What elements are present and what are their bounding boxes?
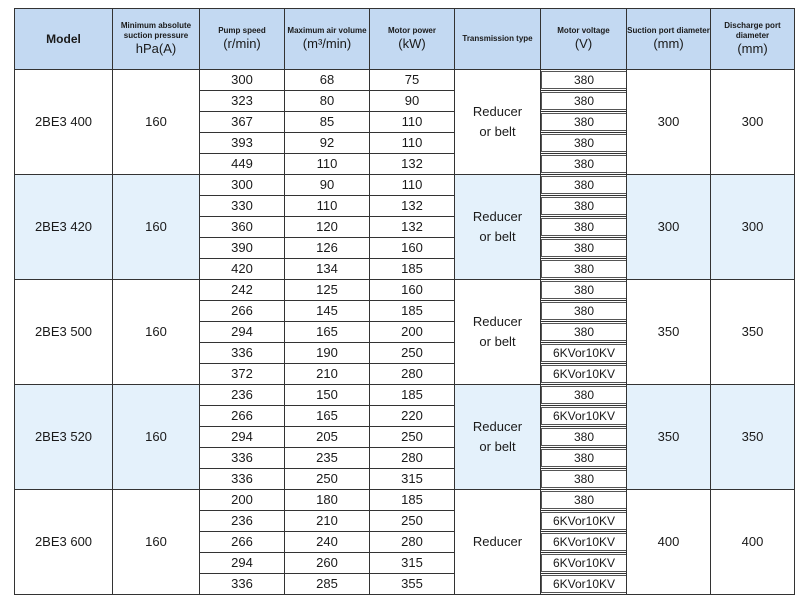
header-row [15, 9, 795, 70]
voltage-value: 6KVor10KV [541, 344, 627, 362]
air-volume-cell: 210 [285, 511, 370, 532]
pressure-cell: 160 [113, 70, 200, 175]
speed-cell: 372 [200, 364, 285, 385]
speed-cell: 336 [200, 448, 285, 469]
air-volume-cell: 134 [285, 259, 370, 280]
voltage-cell [541, 301, 627, 322]
air-volume-cell: 126 [285, 238, 370, 259]
speed-cell: 393 [200, 133, 285, 154]
model-cell: 2BE3 400 [15, 70, 113, 175]
voltage-value: 380 [541, 197, 627, 215]
speed-cell: 266 [200, 406, 285, 427]
table-row [15, 385, 795, 406]
voltage-value: 6KVor10KV [541, 533, 627, 551]
pressure-cell: 160 [113, 175, 200, 280]
transmission-text: Reducer or belt [472, 209, 523, 244]
speed-cell: 294 [200, 553, 285, 574]
voltage-cell [541, 385, 627, 406]
voltage-cell [541, 154, 627, 175]
voltage-value: 380 [541, 428, 627, 446]
air-volume-cell: 235 [285, 448, 370, 469]
voltage-cell [541, 553, 627, 574]
voltage-value: 380 [541, 134, 627, 152]
power-cell: 250 [370, 511, 455, 532]
discharge-diameter-cell: 350 [711, 280, 795, 385]
speed-cell: 360 [200, 217, 285, 238]
suction-diameter-cell: 400 [627, 490, 711, 595]
voltage-value: 380 [541, 491, 627, 509]
voltage-value: 380 [541, 176, 627, 194]
air-volume-cell: 250 [285, 469, 370, 490]
air-volume-cell: 150 [285, 385, 370, 406]
speed-cell: 294 [200, 322, 285, 343]
voltage-value: 6KVor10KV [541, 512, 627, 530]
air-volume-cell: 240 [285, 532, 370, 553]
discharge-diameter-cell: 400 [711, 490, 795, 595]
speed-cell: 367 [200, 112, 285, 133]
speed-cell: 236 [200, 511, 285, 532]
voltage-cell [541, 469, 627, 490]
voltage-cell [541, 238, 627, 259]
power-cell: 132 [370, 196, 455, 217]
voltage-value: 380 [541, 449, 627, 467]
air-volume-cell: 68 [285, 70, 370, 91]
table-row [15, 490, 795, 511]
speed-cell: 330 [200, 196, 285, 217]
pump-spec-table [14, 8, 795, 595]
speed-cell: 266 [200, 301, 285, 322]
header-speed: Pump speed (r/min) [200, 9, 285, 70]
speed-cell: 300 [200, 175, 285, 196]
speed-cell: 420 [200, 259, 285, 280]
table-row [15, 70, 795, 91]
suction-diameter-cell: 350 [627, 280, 711, 385]
air-volume-cell: 145 [285, 301, 370, 322]
pressure-cell: 160 [113, 490, 200, 595]
voltage-cell [541, 574, 627, 595]
speed-cell: 336 [200, 343, 285, 364]
air-volume-cell: 80 [285, 91, 370, 112]
voltage-value: 380 [541, 113, 627, 131]
power-cell: 160 [370, 238, 455, 259]
voltage-value: 380 [541, 302, 627, 320]
table-body [15, 70, 795, 595]
header-transmission: Transmission type [455, 9, 541, 70]
air-volume-cell: 190 [285, 343, 370, 364]
power-cell: 250 [370, 343, 455, 364]
transmission-text: Reducer or belt [472, 314, 523, 349]
air-volume-cell: 260 [285, 553, 370, 574]
voltage-value: 380 [541, 323, 627, 341]
voltage-cell [541, 280, 627, 301]
pressure-cell: 160 [113, 385, 200, 490]
transmission-cell [455, 385, 541, 490]
voltage-cell [541, 70, 627, 91]
header-suction-diameter: Suction port diameter (mm) [627, 9, 711, 70]
air-volume-cell: 210 [285, 364, 370, 385]
power-cell: 185 [370, 385, 455, 406]
air-volume-cell: 110 [285, 196, 370, 217]
suction-diameter-cell: 350 [627, 385, 711, 490]
table-row [15, 280, 795, 301]
model-cell: 2BE3 500 [15, 280, 113, 385]
discharge-diameter-cell: 350 [711, 385, 795, 490]
air-volume-cell: 165 [285, 322, 370, 343]
power-cell: 315 [370, 469, 455, 490]
air-volume-cell: 125 [285, 280, 370, 301]
table-row [15, 175, 795, 196]
voltage-cell [541, 133, 627, 154]
power-cell: 132 [370, 154, 455, 175]
voltage-cell [541, 427, 627, 448]
power-cell: 185 [370, 259, 455, 280]
voltage-value: 380 [541, 218, 627, 236]
voltage-cell [541, 364, 627, 385]
voltage-cell [541, 511, 627, 532]
power-cell: 110 [370, 112, 455, 133]
discharge-diameter-cell: 300 [711, 70, 795, 175]
speed-cell: 336 [200, 574, 285, 595]
air-volume-cell: 85 [285, 112, 370, 133]
transmission-text: Reducer [472, 534, 523, 549]
speed-cell: 300 [200, 70, 285, 91]
voltage-cell [541, 343, 627, 364]
power-cell: 250 [370, 427, 455, 448]
transmission-cell [455, 175, 541, 280]
model-cell: 2BE3 600 [15, 490, 113, 595]
voltage-value: 380 [541, 92, 627, 110]
voltage-value: 380 [541, 470, 627, 488]
header-voltage: Motor voltage (V) [541, 9, 627, 70]
voltage-value: 6KVor10KV [541, 554, 627, 572]
power-cell: 90 [370, 91, 455, 112]
voltage-cell [541, 175, 627, 196]
voltage-cell [541, 196, 627, 217]
transmission-cell [455, 490, 541, 595]
voltage-cell [541, 448, 627, 469]
header-power: Motor power (kW) [370, 9, 455, 70]
speed-cell: 336 [200, 469, 285, 490]
model-cell: 2BE3 420 [15, 175, 113, 280]
power-cell: 185 [370, 301, 455, 322]
power-cell: 132 [370, 217, 455, 238]
voltage-cell [541, 259, 627, 280]
voltage-value: 380 [541, 239, 627, 257]
speed-cell: 294 [200, 427, 285, 448]
speed-cell: 266 [200, 532, 285, 553]
voltage-value: 6KVor10KV [541, 407, 627, 425]
air-volume-cell: 205 [285, 427, 370, 448]
speed-cell: 242 [200, 280, 285, 301]
voltage-cell [541, 217, 627, 238]
speed-cell: 390 [200, 238, 285, 259]
voltage-value: 380 [541, 260, 627, 278]
power-cell: 315 [370, 553, 455, 574]
air-volume-cell: 92 [285, 133, 370, 154]
voltage-cell [541, 91, 627, 112]
power-cell: 220 [370, 406, 455, 427]
voltage-value: 380 [541, 386, 627, 404]
header-model: Model [15, 9, 113, 70]
voltage-cell [541, 532, 627, 553]
discharge-diameter-cell: 300 [711, 175, 795, 280]
voltage-cell [541, 490, 627, 511]
transmission-text: Reducer or belt [472, 104, 523, 139]
pressure-cell: 160 [113, 280, 200, 385]
speed-cell: 323 [200, 91, 285, 112]
power-cell: 355 [370, 574, 455, 595]
model-cell: 2BE3 520 [15, 385, 113, 490]
header-air-volume: Maximum air volume (m³/min) [285, 9, 370, 70]
speed-cell: 236 [200, 385, 285, 406]
transmission-cell [455, 70, 541, 175]
power-cell: 185 [370, 490, 455, 511]
power-cell: 110 [370, 133, 455, 154]
voltage-value: 380 [541, 281, 627, 299]
voltage-cell [541, 112, 627, 133]
voltage-value: 380 [541, 71, 627, 89]
voltage-value: 380 [541, 155, 627, 173]
air-volume-cell: 120 [285, 217, 370, 238]
voltage-value: 6KVor10KV [541, 575, 627, 593]
transmission-text: Reducer or belt [472, 419, 523, 454]
suction-diameter-cell: 300 [627, 175, 711, 280]
power-cell: 75 [370, 70, 455, 91]
power-cell: 160 [370, 280, 455, 301]
header-discharge-diameter: Discharge port diameter (mm) [711, 9, 795, 70]
voltage-cell [541, 406, 627, 427]
air-volume-cell: 180 [285, 490, 370, 511]
power-cell: 110 [370, 175, 455, 196]
speed-cell: 200 [200, 490, 285, 511]
air-volume-cell: 165 [285, 406, 370, 427]
power-cell: 280 [370, 532, 455, 553]
voltage-value: 6KVor10KV [541, 365, 627, 383]
transmission-cell [455, 280, 541, 385]
air-volume-cell: 285 [285, 574, 370, 595]
voltage-cell [541, 322, 627, 343]
suction-diameter-cell: 300 [627, 70, 711, 175]
air-volume-cell: 90 [285, 175, 370, 196]
power-cell: 280 [370, 448, 455, 469]
air-volume-cell: 110 [285, 154, 370, 175]
header-pressure: Minimum absolute suction pressure hPa(A) [113, 9, 200, 70]
speed-cell: 449 [200, 154, 285, 175]
power-cell: 280 [370, 364, 455, 385]
power-cell: 200 [370, 322, 455, 343]
